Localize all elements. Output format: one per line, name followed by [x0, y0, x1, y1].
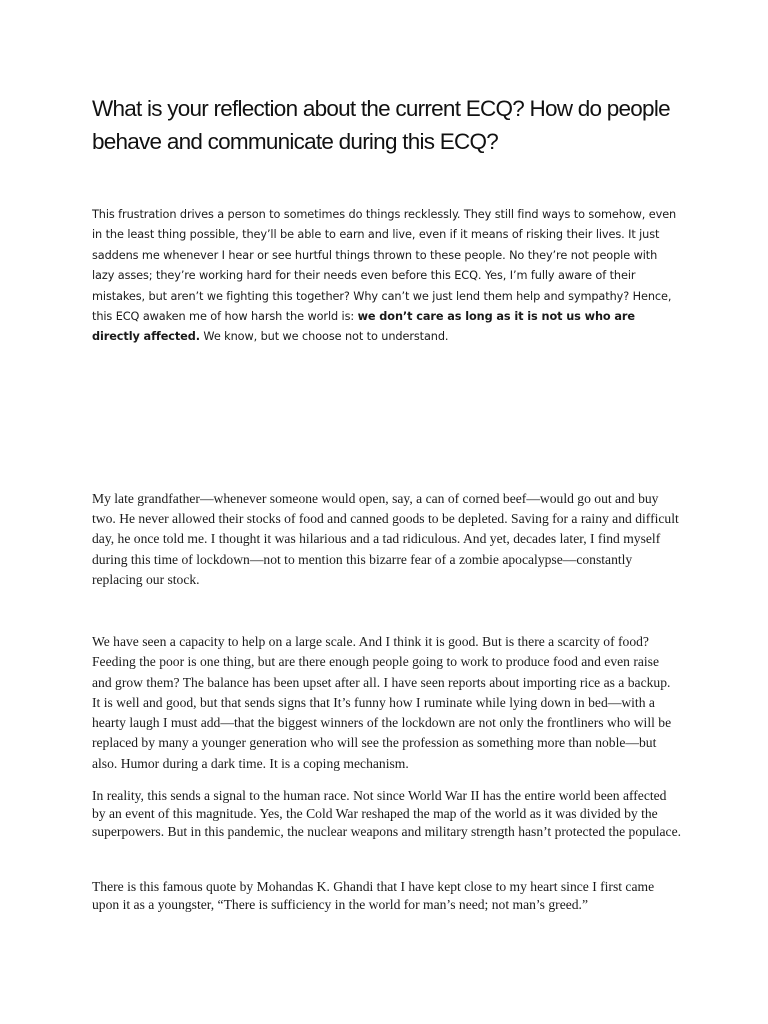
intro-bold-text: we don’t care as long as it is not us who are directly affected. — [92, 310, 635, 344]
body-paragraph-reality: In reality, this sends a signal to the human race. Not since World War II has the entire world been affected by an event of this magnitude. Yes, the Cold War reshaped the map of the world as it was divided by the superpowers. But in this pandemic, the nuclear weapons and military strength hasn’t protected the populace. — [92, 788, 682, 839]
document-title: What is your reflection about the current ECQ? How do people behave and communicate during this ECQ? — [92, 96, 670, 154]
intro-text: This frustration drives a person to sometimes do things recklessly. They still find ways to somehow, even in the least thing possible, they’ll be able to earn and live, even if it means of risking their lives. It just saddens me whenever I hear or see hurtful things thrown to these people. No they’re not people with lazy asses; they’re working hard for their needs even before this ECQ. Yes, I’m fully aware of their mistakes, but aren’t we fighting this together? Why can’t we just lend them help and sympathy? Hence, this ECQ awaken me of how harsh the world is: — [92, 208, 677, 324]
body-paragraph-capacity-to-help: We have seen a capacity to help on a large scale. And I think it is good. But is there a scarcity of food? Feeding the poor is one thing, but are there enough people going to work to produce food and even raise and grow them? The balance has been upset after all. I have seen reports about importing rice as a backup. It is well and good, but that sends signs that It’s funny how I ruminate while lying down in bed—with a hearty laugh I must add—that the biggest winners of the lockdown are not only the frontliners who will be replaced by many a younger generation who will see the profession as something more than noble—but also. Humor during a dark time. It is a coping mechanism. — [92, 634, 672, 771]
intro-paragraph — [92, 205, 680, 348]
intro-closing-text: We know, but we choose not to understand. — [199, 330, 449, 344]
body-paragraph-ghandi-quote: There is this famous quote by Mohandas K. Ghandi that I have kept close to my heart since I first came upon it as a youngster, “There is sufficiency in the world for man’s need; not man’s greed.” — [92, 879, 655, 912]
body-paragraph-grandfather: My late grandfather—whenever someone would open, say, a can of corned beef—would go out and buy two. He never allowed their stocks of food and canned goods to be depleted. Saving for a rainy and difficult day, he once told me. I thought it was hilarious and a tad ridiculous. And yet, decades later, I find myself during this time of lockdown—not to mention this bizarre fear of a zombie apocalypse—constantly replacing our stock. — [92, 491, 679, 587]
